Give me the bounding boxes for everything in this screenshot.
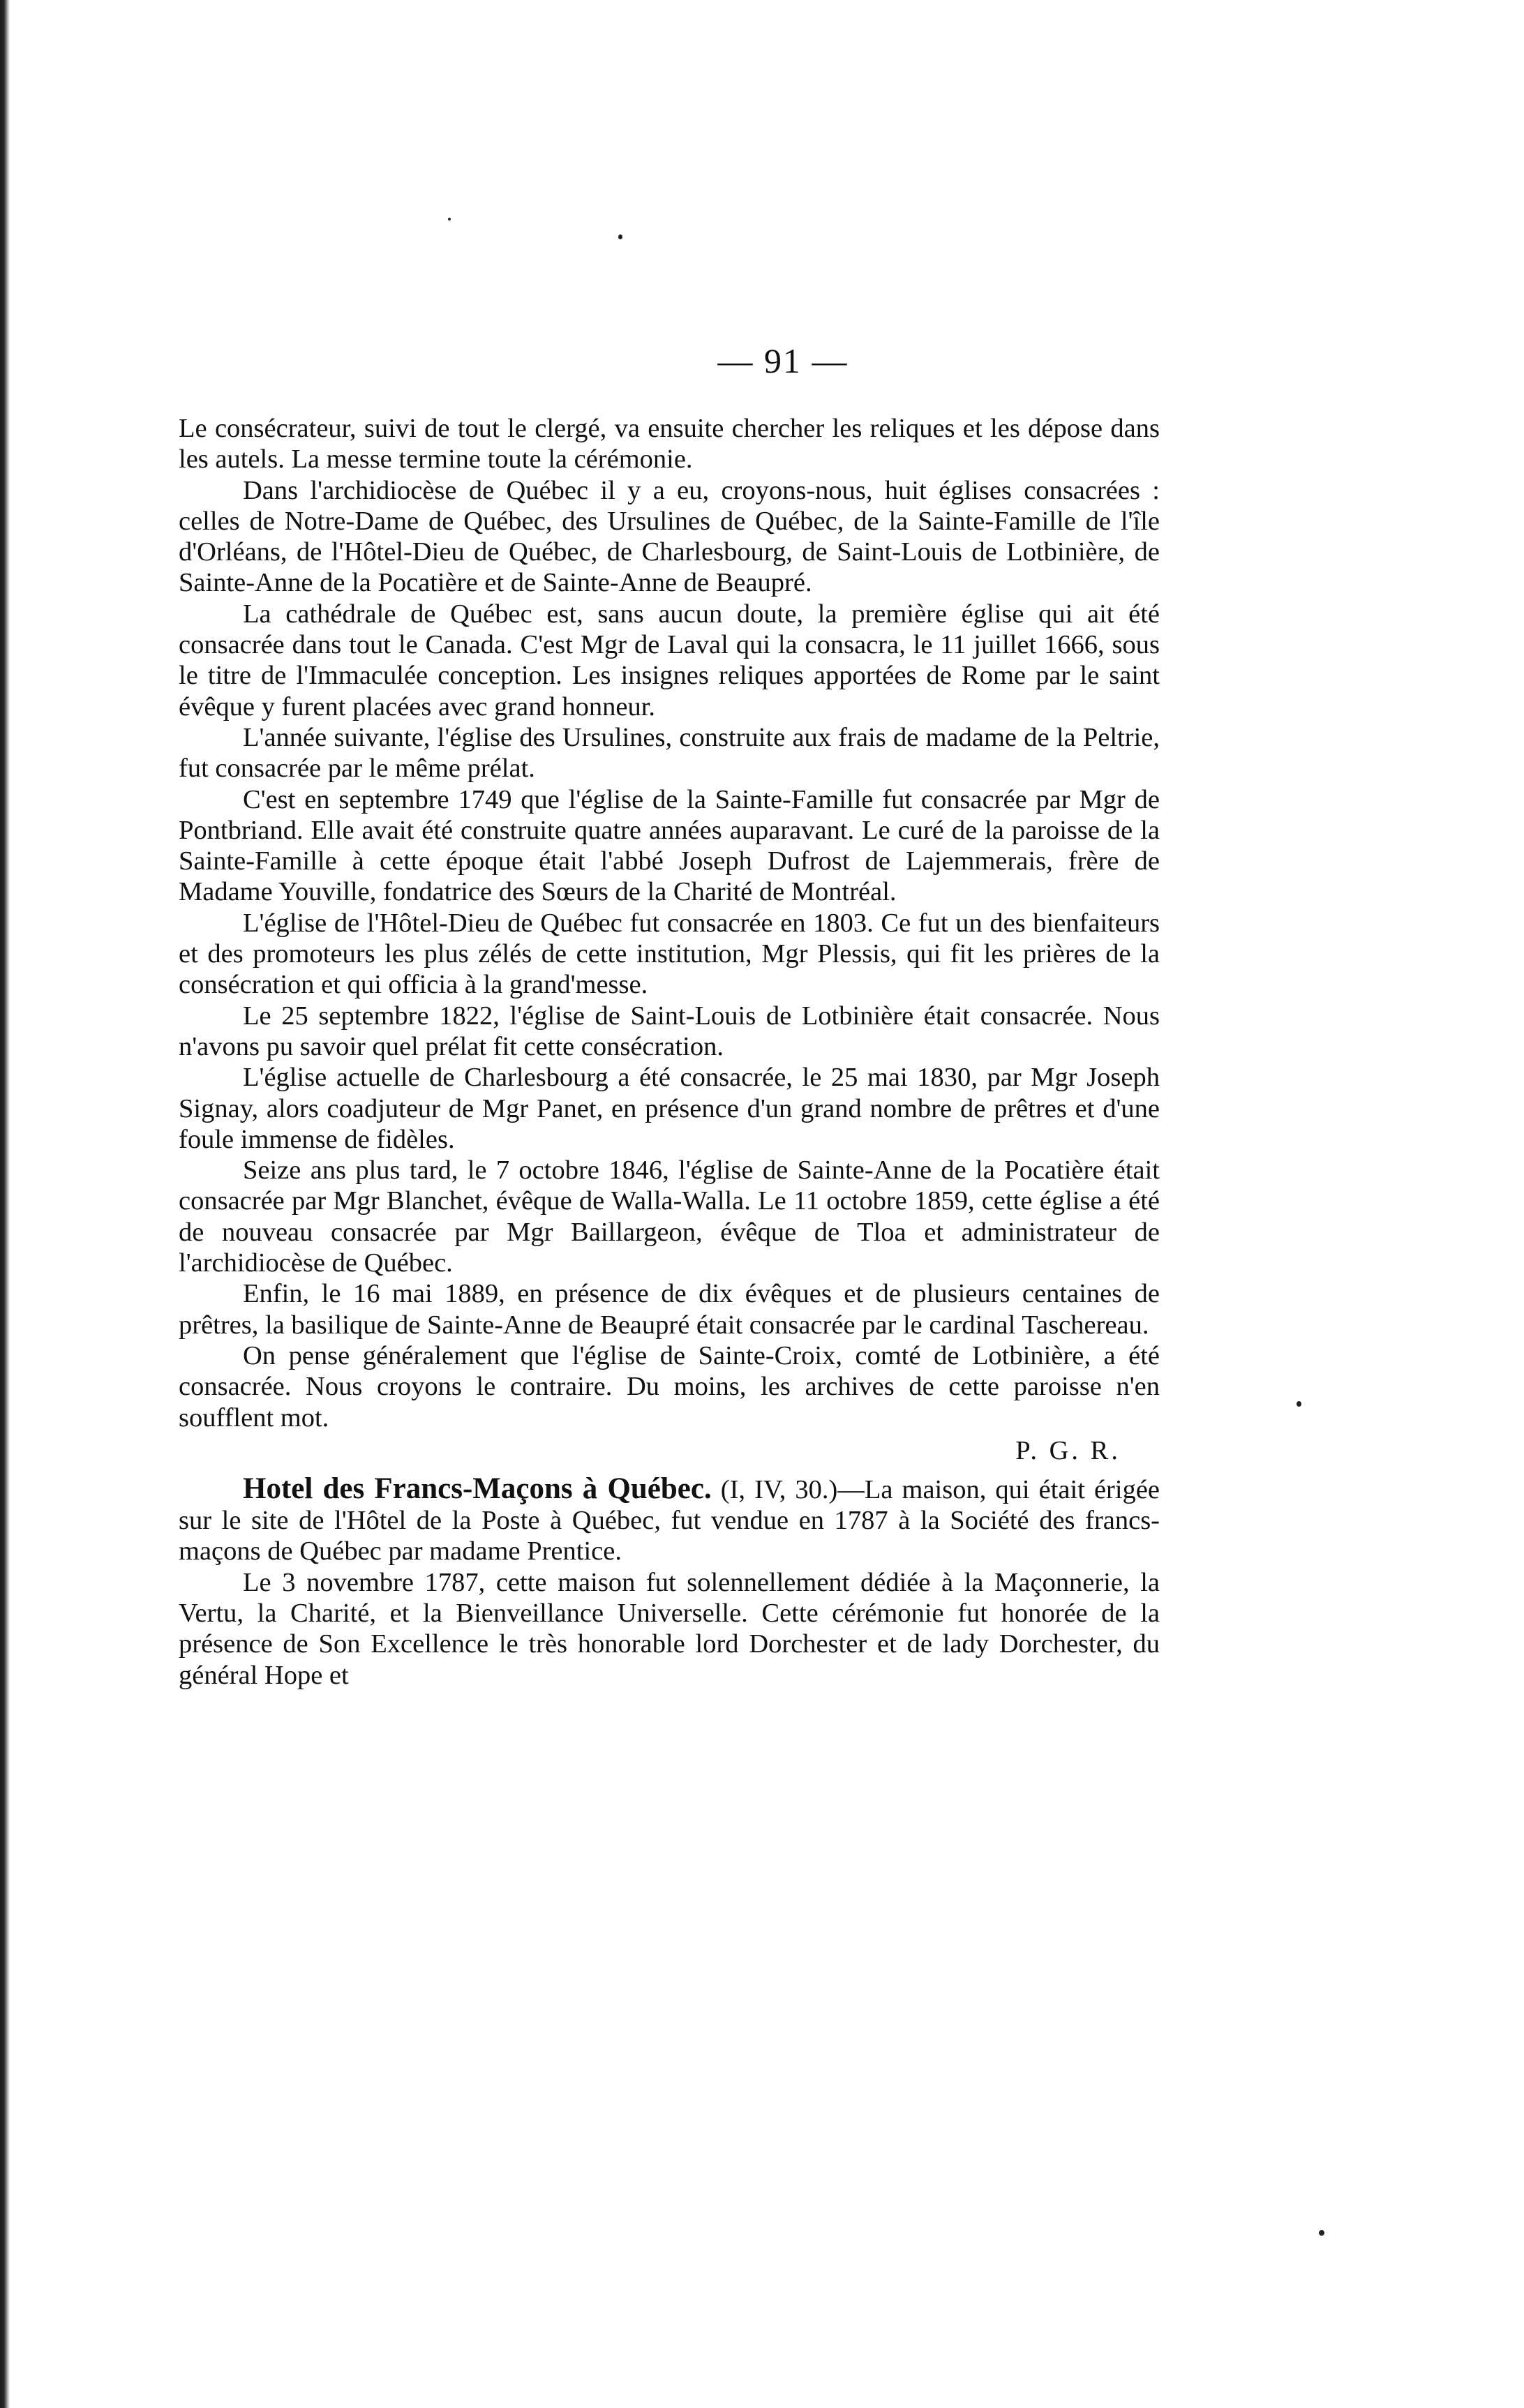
entry-lead-text: La maison, qui était érigée sur le site de l'Hôtel de la Poste à Québec, fut vendue en 1787 à la Société des francs-maçons de Québec par madame Prentice. — [179, 1474, 1160, 1566]
paragraph: L'année suivante, l'église des Ursulines, construite aux frais de madame de la Peltrie, fut consacrée par le même prélat. — [179, 722, 1160, 784]
paragraph: L'église de l'Hôtel-Dieu de Québec fut consacrée en 1803. Ce fut un des bienfaiteurs et des promoteurs les plus zélés de cette institution, Mgr Plessis, qui fit les prières de la consécration et qui officia à la grand'messe. — [179, 908, 1160, 1000]
author-signature: P. G. R. — [1015, 1435, 1121, 1465]
print-speck — [1319, 2230, 1324, 2236]
paragraph: La cathédrale de Québec est, sans aucun doute, la première église qui ait été consacrée dans tout le Canada. C'est Mgr de Laval qui la consacra, le 11 juillet 1666, sous le titre de l'Immaculée conception. Les insignes reliques apportées de Rome par le saint évêque y furent placées avec grand honneur. — [179, 599, 1160, 721]
entry-hotel-francs-macons — [179, 1474, 1160, 1691]
document-body — [179, 413, 1160, 1691]
print-speck — [448, 218, 451, 220]
entry-lead-paragraph — [179, 1474, 1160, 1567]
paragraph: L'église actuelle de Charlesbourg a été consacrée, le 25 mai 1830, par Mgr Joseph Signay, alors coadjuteur de Mgr Panet, en présence d'un grand nombre de prêtres et d'une foule immense de fidèles. — [179, 1063, 1160, 1154]
print-speck — [618, 234, 622, 239]
print-speck — [1297, 1401, 1301, 1407]
paragraph: Le consécrateur, suivi de tout le clergé, va ensuite chercher les reliques et les dépose dans les autels. La messe termine toute la cérémonie. — [179, 414, 1160, 474]
paragraph: Le 3 novembre 1787, cette maison fut solennellement dédiée à la Maçonnerie, la Vertu, la Charité, et la Bienveillance Universelle. Cette cérémonie fut honorée de la présence de Son Excellence le très honorable lord Dorchester et de lady Dorchester, du général Hope et — [179, 1567, 1160, 1690]
entry-reference: (I, IV, 30.)— — [711, 1474, 865, 1504]
paragraph: Le 25 septembre 1822, l'église de Saint-Louis de Lotbinière était consacrée. Nous n'avons pu savoir quel prélat fit cette consécration. — [179, 1001, 1160, 1061]
page-number: — 91 — — [717, 341, 849, 380]
paragraph: Enfin, le 16 mai 1889, en présence de dix évêques et de plusieurs centaines de prêtres, la basilique de Sainte-Anne de Beaupré était consacrée par le cardinal Taschereau. — [179, 1279, 1160, 1340]
paragraph: On pense généralement que l'église de Sainte-Croix, comté de Lotbinière, a été consacrée. Nous croyons le contraire. Du moins, les archives de cette paroisse n'en soufflent mot. — [179, 1340, 1160, 1433]
paragraph: Dans l'archidiocèse de Québec il y a eu, croyons-nous, huit églises consacrées : celles de Notre-Dame de Québec, des Ursulines de Québec, de la Sainte-Famille de l'île d'Orléans, de l'Hôtel-Dieu de Québec, de Charlesbourg, de Saint-Louis de Lotbinière, de Sainte-Anne de la Pocatière et de Sainte-Anne de Beaupré. — [179, 475, 1160, 598]
paragraph: C'est en septembre 1749 que l'église de la Sainte-Famille fut consacrée par Mgr de Pontbriand. Elle avait été construite quatre années auparavant. Le curé de la paroisse de la Sainte-Famille à cette époque était l'abbé Joseph Dufrost de Lajemmerais, frère de Madame Youville, fondatrice des Sœurs de la Charité de Montréal. — [179, 784, 1160, 907]
paragraph: Seize ans plus tard, le 7 octobre 1846, l'église de Sainte-Anne de la Pocatière était consacrée par Mgr Blanchet, évêque de Walla-Walla. Le 11 octobre 1859, cette église a été de nouveau consacrée par Mgr Baillargeon, évêque de Tloa et administrateur de l'archidiocèse de Québec. — [179, 1156, 1160, 1278]
entry-title: Hotel des Francs-Maçons à Québec. — [243, 1472, 712, 1505]
